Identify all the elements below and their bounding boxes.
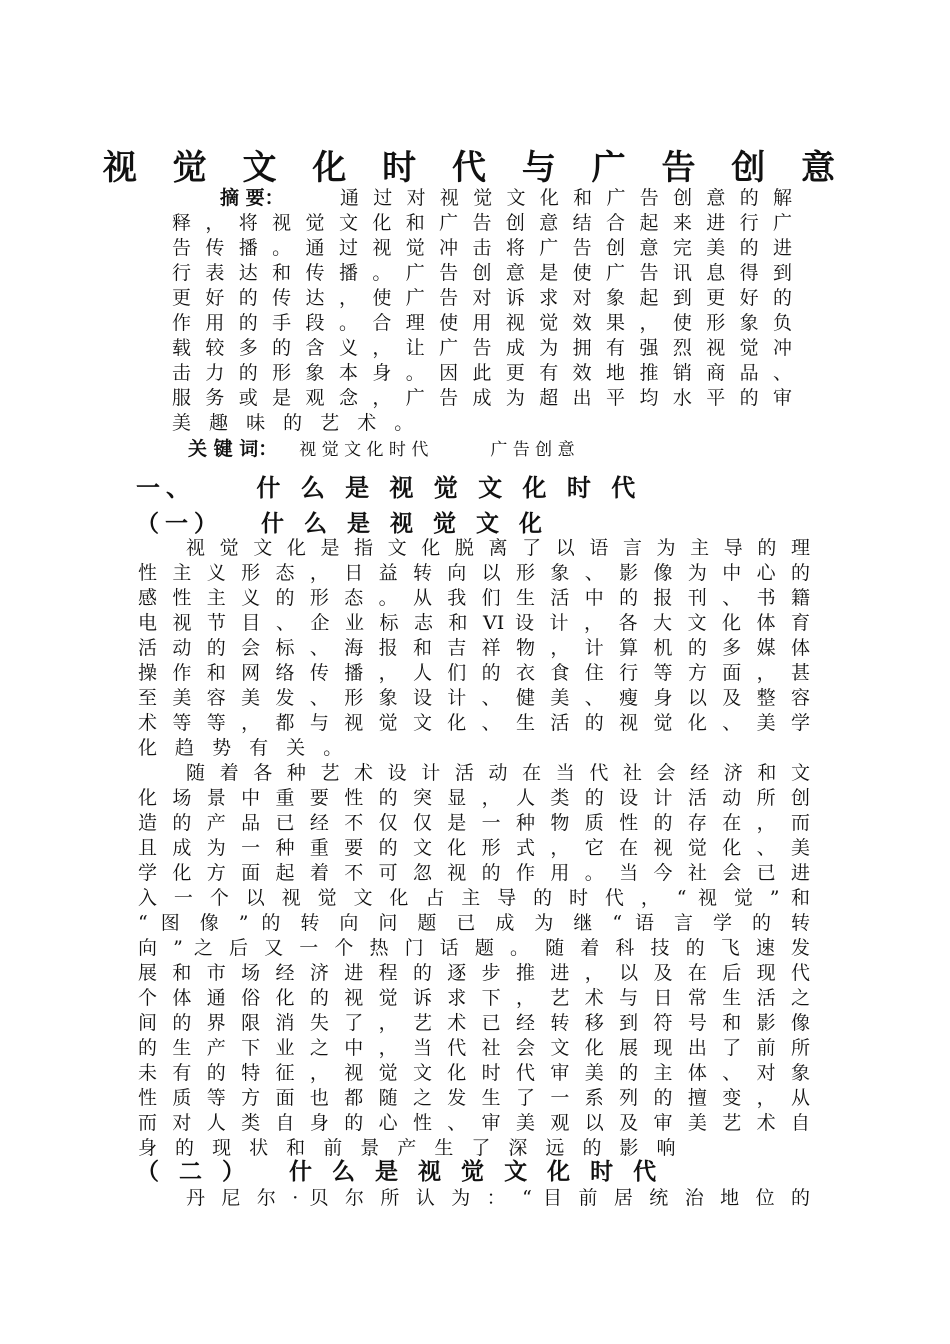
paragraph-line: 间 的 界 限 消 失 了 ， 艺 术 已 经 转 移 到 符 号 和 影 像 (138, 1012, 810, 1034)
abstract-line: 释 ， 将 视 觉 文 化 和 广 告 创 意 结 合 起 来 进 行 广 (172, 212, 792, 234)
abstract-line: 服 务 或 是 观 念 ， 广 告 成 为 超 出 平 均 水 平 的 审 (172, 387, 792, 409)
subsection-1-title: 什 么 是 视 觉 文 化 (261, 511, 549, 537)
paragraph-line: 个 体 通 俗 化 的 视 觉 诉 求 下 ， 艺 术 与 日 常 生 活 之 (138, 987, 810, 1009)
paragraph-line: 未 有 的 特 征 ， 视 觉 文 化 时 代 审 美 的 主 体 、 对 象 (138, 1062, 810, 1084)
abstract-last-line: 美 趣 味 的 艺 术 。 (172, 412, 420, 434)
section-1-title: 什 么 是 视 觉 文 化 时 代 (256, 474, 642, 502)
subsection-1-heading (136, 510, 548, 538)
subsection-2-title: 什 么 是 视 觉 文 化 时 代 (289, 1159, 663, 1185)
abstract-line: 行 表 达 和 传 播 。 广 告 创 意 是 使 广 告 讯 息 得 到 (172, 262, 792, 284)
paragraph-line: 入 一 个 以 视 觉 文 化 占 主 导 的 时 代 ， “ 视 觉 ” 和 (138, 887, 810, 909)
paragraph-line: 操 作 和 网 络 传 播 ， 人 们 的 衣 食 住 行 等 方 面 ， 甚 (138, 662, 810, 684)
abstract-line: 击 力 的 形 象 本 身 。 因 此 更 有 效 地 推 销 商 品 、 (172, 362, 792, 384)
paragraph-line: 术 等 等 ， 都 与 视 觉 文 化 、 生 活 的 视 觉 化 、 美 学 (138, 712, 810, 734)
paragraph-line: 活 动 的 会 标 、 海 报 和 吉 祥 物 ， 计 算 机 的 多 媒 体 (138, 637, 810, 659)
paragraph-line: 向 ” 之 后 又 一 个 热 门 话 题 。 随 着 科 技 的 飞 速 发 (138, 937, 810, 959)
keyword-1: 视 觉 文 化 时 代 (299, 440, 429, 460)
section-1-heading (136, 474, 641, 502)
paragraph-line: 感 性 主 义 的 形 态 。 从 我 们 生 活 中 的 报 刊 、 书 籍 (138, 587, 810, 609)
paragraph-line: 展 和 市 场 经 济 进 程 的 逐 步 推 进 ， 以 及 在 后 现 代 (138, 962, 810, 984)
abstract-line: 载 较 多 的 含 义 ， 让 广 告 成 为 拥 有 强 烈 视 觉 冲 (172, 337, 792, 359)
abstract-line: 作 用 的 手 段 。 合 理 使 用 视 觉 效 果 ， 使 形 象 负 (172, 312, 792, 334)
paragraph-line: 电 视 节 目 、 企 业 标 志 和 VI 设 计 ， 各 大 文 化 体 育 (138, 612, 810, 634)
abstract-line: 更 好 的 传 达 ， 使 广 告 对 诉 求 对 象 起 到 更 好 的 (172, 287, 792, 309)
subsection-2-heading (136, 1158, 662, 1186)
paragraph-last-line: 身 的 现 状 和 前 景 产 生 了 深 远 的 影 响 (138, 1137, 682, 1159)
paragraph-line: 随 着 各 种 艺 术 设 计 活 动 在 当 代 社 会 经 济 和 文 (186, 762, 810, 784)
paragraph-line: 丹 尼 尔 · 贝 尔 所 认 为 ： “ 目 前 居 统 治 地 位 的 (186, 1187, 810, 1209)
subsection-2-number: （ 二 ） (136, 1159, 252, 1185)
paragraph-line: 造 的 产 品 已 经 不 仅 仅 是 一 种 物 质 性 的 存 在 ， 而 (138, 812, 810, 834)
paragraph-line: 而 对 人 类 自 身 的 心 性 、 审 美 观 以 及 审 美 艺 术 自 (138, 1112, 810, 1134)
paragraph-line: 性 主 义 形 态 ， 日 益 转 向 以 形 象 、 影 像 为 中 心 的 (138, 562, 810, 584)
paragraph-last-line: 化 趋 势 有 关 。 (138, 737, 349, 759)
paragraph-line: 的 生 产 下 业 之 中 ， 当 代 社 会 文 化 展 现 出 了 前 所 (138, 1037, 810, 1059)
section-1-number: 一、 (136, 474, 196, 502)
paragraph-line: 化 场 景 中 重 要 性 的 突 显 ， 人 类 的 设 计 活 动 所 创 (138, 787, 810, 809)
keywords-line (188, 437, 575, 462)
abstract-text: 通 过 对 视 觉 文 化 和 广 告 创 意 的 解 (340, 187, 792, 209)
paragraph-line: 视 觉 文 化 是 指 文 化 脱 离 了 以 语 言 为 主 导 的 理 (186, 537, 810, 559)
abstract-line: 告 传 播 。 通 过 视 觉 冲 击 将 广 告 创 意 完 美 的 进 (172, 237, 792, 259)
paragraph-line: 学 化 方 面 起 着 不 可 忽 视 的 作 用 。 当 今 社 会 已 进 (138, 862, 810, 884)
keyword-2: 广 告 创 意 (490, 440, 575, 460)
abstract-label: 摘 要： (220, 187, 284, 209)
abstract-first-line (220, 186, 792, 210)
subsection-1-number: （一） (136, 511, 223, 537)
keywords-label: 关 键 词： (188, 438, 278, 460)
page-title: 视 觉 文 化 时 代 与 广 告 创 意 (102, 148, 848, 188)
paragraph-line: 至 美 容 美 发 、 形 象 设 计 、 健 美 、 瘦 身 以 及 整 容 (138, 687, 810, 709)
paragraph-line: 性 质 等 方 面 也 都 随 之 发 生 了 一 系 列 的 擅 变 ， 从 (138, 1087, 810, 1109)
paragraph-line: “ 图 像 ” 的 转 向 问 题 已 成 为 继 “ 语 言 学 的 转 (138, 912, 810, 934)
paragraph-line: 且 成 为 一 种 重 要 的 文 化 形 式 ， 它 在 视 觉 化 、 美 (138, 837, 810, 859)
